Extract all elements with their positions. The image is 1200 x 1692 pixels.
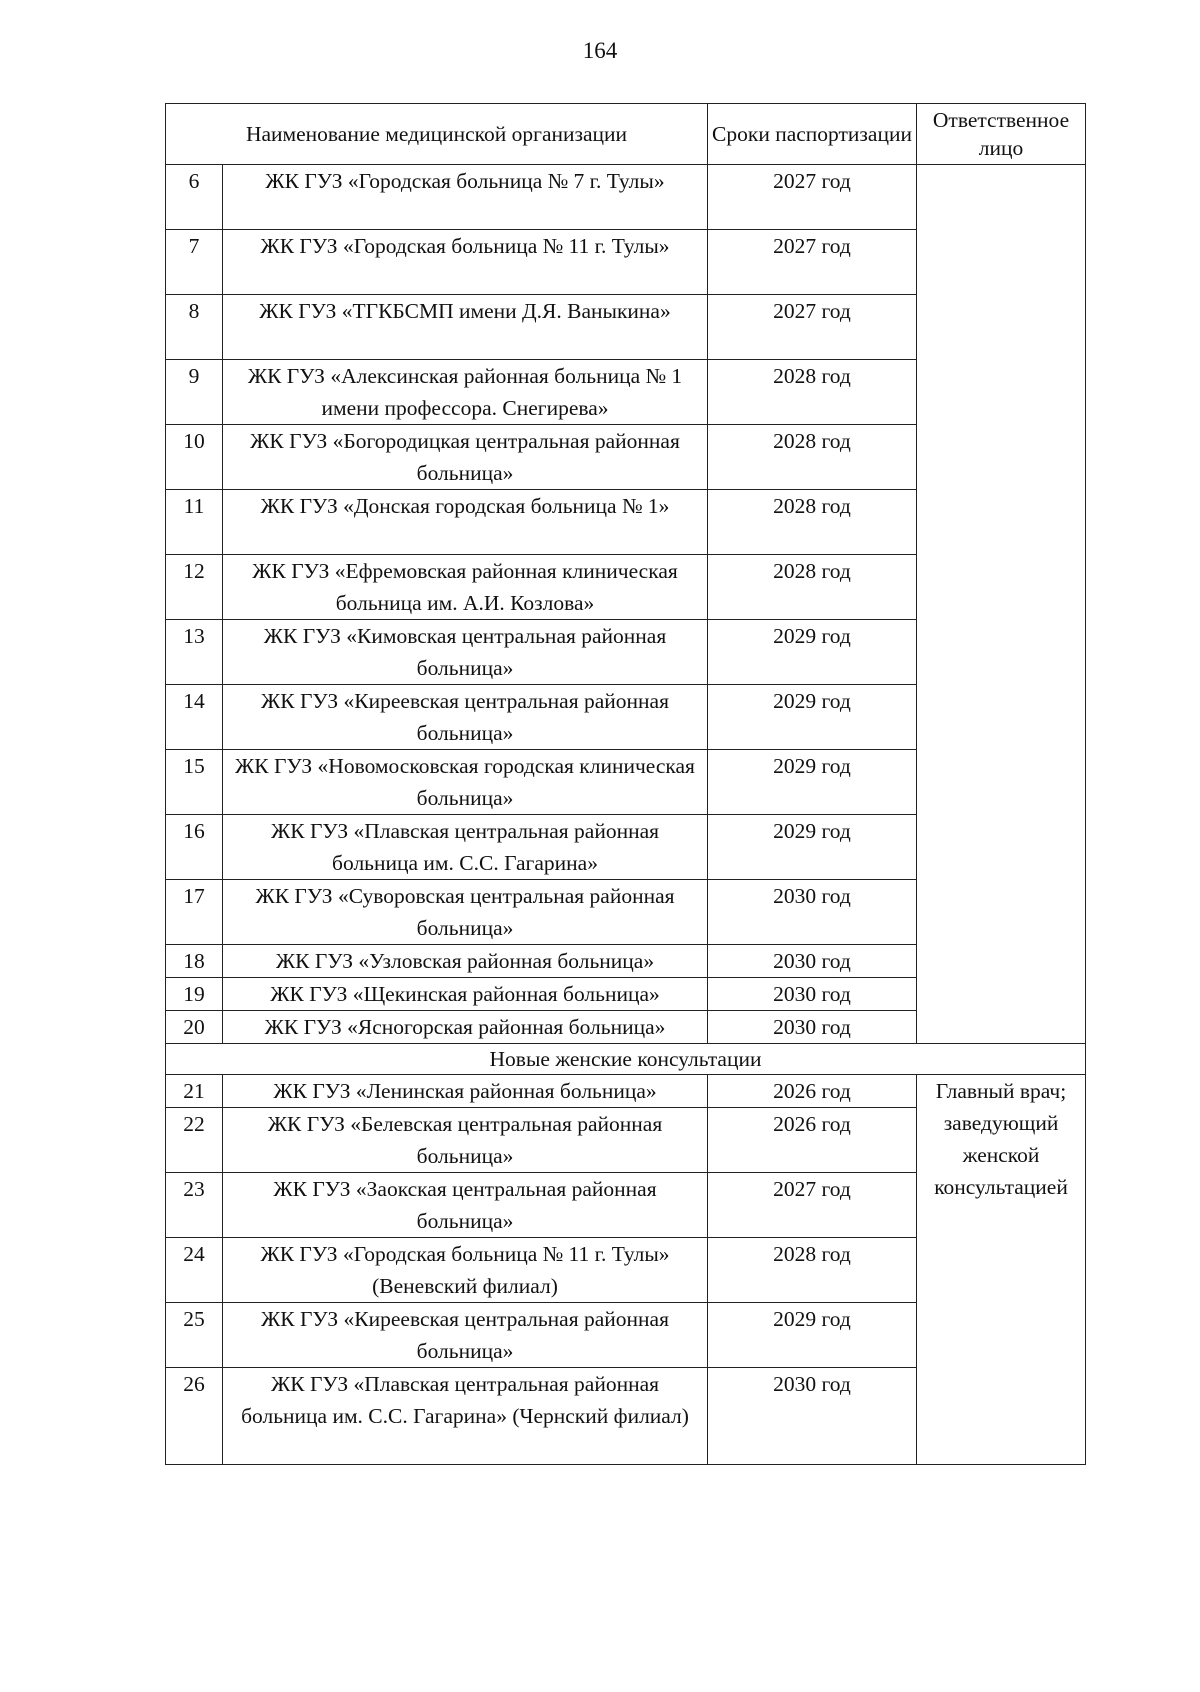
row-number: 7: [166, 230, 223, 295]
table-body-part1: [166, 165, 1086, 1044]
row-number: 23: [166, 1173, 223, 1238]
passport-year: 2029 год: [708, 1303, 917, 1368]
header-deadline: Сроки паспортизации: [708, 104, 917, 165]
row-number: 6: [166, 165, 223, 230]
organization-name: ЖК ГУЗ «Алексинская районная больница № 1 имени профессора. Снегирева»: [223, 360, 708, 425]
table-row: [166, 165, 1086, 230]
passport-year: 2027 год: [708, 230, 917, 295]
passport-year: 2026 год: [708, 1108, 917, 1173]
passport-year: 2028 год: [708, 490, 917, 555]
passport-year: 2027 год: [708, 1173, 917, 1238]
passport-year: 2030 год: [708, 1011, 917, 1044]
passport-year: 2028 год: [708, 360, 917, 425]
row-number: 11: [166, 490, 223, 555]
passport-year: 2027 год: [708, 165, 917, 230]
organization-name: ЖК ГУЗ «Киреевская центральная районная больница»: [223, 685, 708, 750]
organization-name: ЖК ГУЗ «Белевская центральная районная больница»: [223, 1108, 708, 1173]
organization-name: ЖК ГУЗ «Донская городская больница № 1»: [223, 490, 708, 555]
passport-year: 2028 год: [708, 1238, 917, 1303]
row-number: 21: [166, 1075, 223, 1108]
organization-name: ЖК ГУЗ «Узловская районная больница»: [223, 945, 708, 978]
organization-name: ЖК ГУЗ «Новомосковская городская клиническая больница»: [223, 750, 708, 815]
passport-year: 2028 год: [708, 555, 917, 620]
row-number: 20: [166, 1011, 223, 1044]
organization-name: ЖК ГУЗ «Киреевская центральная районная больница»: [223, 1303, 708, 1368]
section-row-group: [166, 1044, 1086, 1075]
passport-year: 2028 год: [708, 425, 917, 490]
row-number: 8: [166, 295, 223, 360]
organization-name: ЖК ГУЗ «Суворовская центральная районная больница»: [223, 880, 708, 945]
row-number: 10: [166, 425, 223, 490]
table-body-part2: [166, 1075, 1086, 1465]
organization-name: ЖК ГУЗ «Плавская центральная районная больница им. С.С. Гагарина»: [223, 815, 708, 880]
organization-name: ЖК ГУЗ «Городская больница № 7 г. Тулы»: [223, 165, 708, 230]
row-number: 19: [166, 978, 223, 1011]
organization-name: ЖК ГУЗ «Кимовская центральная районная больница»: [223, 620, 708, 685]
organization-name: ЖК ГУЗ «Щекинская районная больница»: [223, 978, 708, 1011]
section-row: [166, 1044, 1086, 1075]
page-number: 164: [582, 38, 618, 63]
row-number: 12: [166, 555, 223, 620]
responsible-cell-empty: [917, 165, 1086, 1044]
row-number: 25: [166, 1303, 223, 1368]
passport-year: 2029 год: [708, 815, 917, 880]
passport-year: 2027 год: [708, 295, 917, 360]
row-number: 17: [166, 880, 223, 945]
table-header-row: [166, 104, 1086, 165]
organization-name: ЖК ГУЗ «Городская больница № 11 г. Тулы» (Веневский филиал): [223, 1238, 708, 1303]
passport-year: 2030 год: [708, 945, 917, 978]
row-number: 18: [166, 945, 223, 978]
organization-name: ЖК ГУЗ «Ленинская районная больница»: [223, 1075, 708, 1108]
organization-name: ЖК ГУЗ «Заокская центральная районная больница»: [223, 1173, 708, 1238]
passport-year: 2026 год: [708, 1075, 917, 1108]
organization-name: ЖК ГУЗ «Богородицкая центральная районная больница»: [223, 425, 708, 490]
organizations-table: [165, 103, 1086, 1465]
row-number: 22: [166, 1108, 223, 1173]
responsible-person: Главный врач; заведующий женской консультацией: [917, 1075, 1086, 1465]
row-number: 13: [166, 620, 223, 685]
passport-year: 2030 год: [708, 978, 917, 1011]
passport-year: 2030 год: [708, 880, 917, 945]
passport-year: 2029 год: [708, 685, 917, 750]
row-number: 26: [166, 1368, 223, 1465]
row-number: 24: [166, 1238, 223, 1303]
row-number: 14: [166, 685, 223, 750]
table-row: [166, 1075, 1086, 1108]
header-responsible: Ответственное лицо: [917, 104, 1086, 165]
passport-year: 2029 год: [708, 620, 917, 685]
section-title: Новые женские консультации: [166, 1044, 1086, 1075]
passport-year: 2029 год: [708, 750, 917, 815]
row-number: 9: [166, 360, 223, 425]
organization-name: ЖК ГУЗ «Ефремовская районная клиническая больница им. А.И. Козлова»: [223, 555, 708, 620]
organization-name: ЖК ГУЗ «Городская больница № 11 г. Тулы»: [223, 230, 708, 295]
header-organization: Наименование медицинской организации: [166, 104, 708, 165]
passport-year: 2030 год: [708, 1368, 917, 1465]
organization-name: ЖК ГУЗ «Ясногорская районная больница»: [223, 1011, 708, 1044]
organization-name: ЖК ГУЗ «Плавская центральная районная больница им. С.С. Гагарина» (Чернский филиал): [223, 1368, 708, 1465]
organization-name: ЖК ГУЗ «ТГКБСМП имени Д.Я. Ваныкина»: [223, 295, 708, 360]
row-number: 15: [166, 750, 223, 815]
row-number: 16: [166, 815, 223, 880]
